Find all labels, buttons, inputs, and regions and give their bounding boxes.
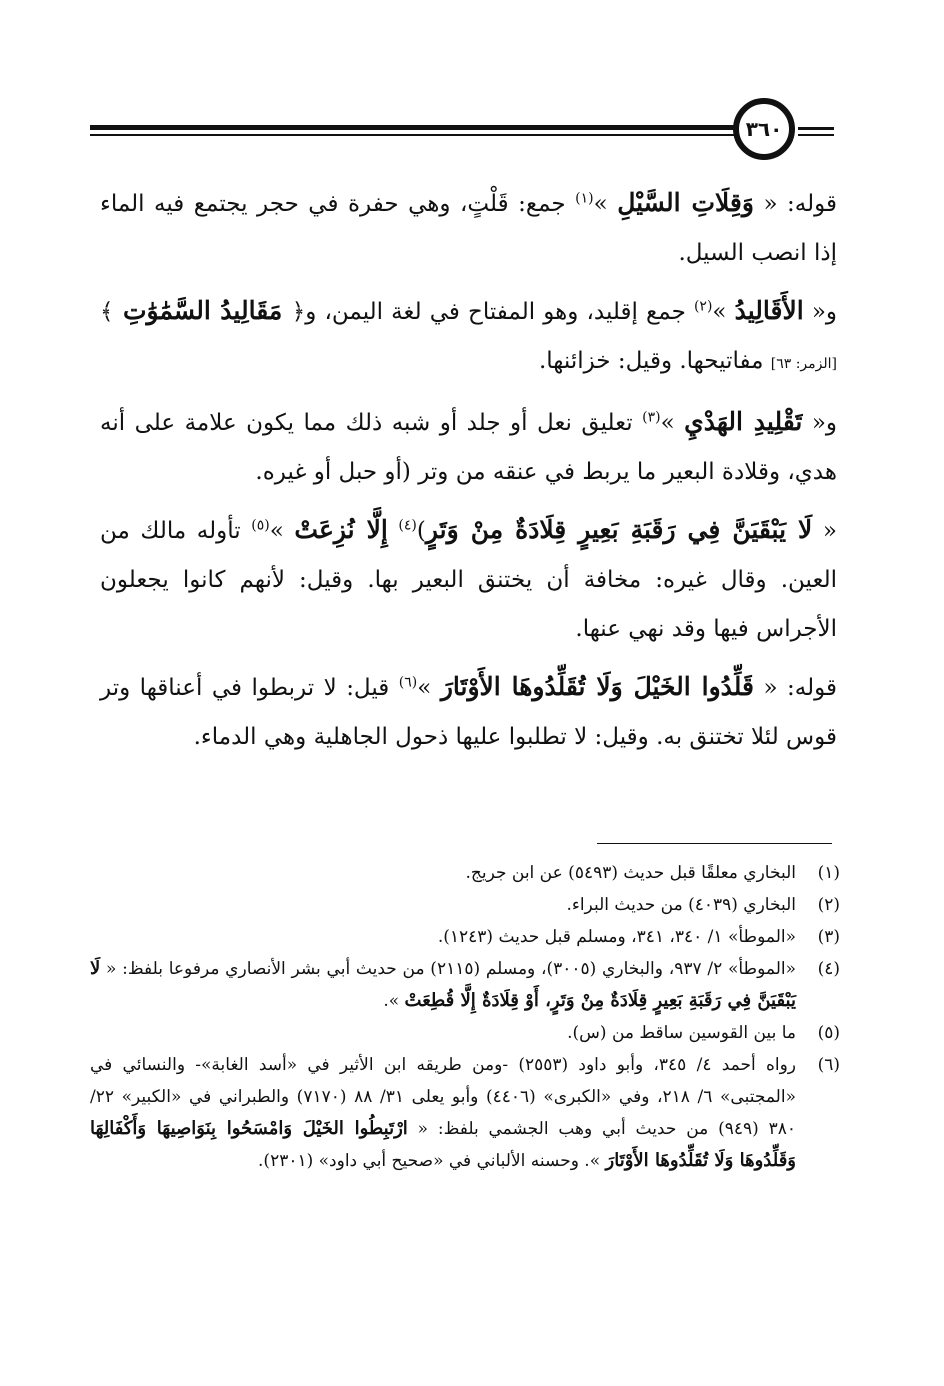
footnote-text [90, 1017, 796, 1049]
footnote-separator [597, 843, 832, 844]
paragraph [100, 286, 837, 389]
page-number: ٣٦٠ [745, 117, 783, 141]
text-run: ﴾ [100, 299, 114, 325]
verse-reference: [الزمر: ٦٣] [770, 356, 837, 372]
quoted-term: وَقِلَاتِ السَّيْلِ [617, 188, 754, 217]
text-run [388, 518, 399, 544]
footnotes [90, 857, 840, 1177]
text-run: و« [802, 410, 837, 436]
footnote-ref: (٤) [398, 517, 417, 534]
text-run: » [593, 191, 618, 217]
text-run: ». وحسنه الألباني في «صحيح أبي داود» (٢٣٠١). [258, 1151, 606, 1171]
text-run: قوله: « [753, 191, 837, 217]
footnote-number: (٤) [817, 959, 840, 979]
paragraph [100, 178, 837, 278]
text-run: ». [383, 991, 405, 1011]
footnote-number: (٣) [817, 927, 840, 947]
text-run: رواه أحمد ٤/ ٣٤٥، وأبو داود (٢٥٥٣) -ومن طريقه ابن الأثير في «أسد الغابة»- والنسائي في «المجتبى» ٦/ ٢١٨، وفي «الكبرى» (٤٤٠٦) وأبو يعلى ٣١/ ٨٨ (٧١٧٠) والطبراني في «الكبير» ٢٢/ ٣٨٠ (٩٤٩) من حديث أبي وهب الجشمي بلفظ: « [90, 1055, 796, 1139]
text-run: جمع: قَلْتٍ، وهي حفرة في حجر يجتمع فيه الماء إذا انصب السيل. [100, 191, 837, 266]
page-header [0, 96, 944, 176]
footnote-ref: (٣) [642, 409, 661, 426]
text-run: » [417, 675, 441, 701]
quoted-term: تَقْلِيدِ الهَدْيِ [684, 407, 803, 436]
text-run: البخاري معلقًا قبل حديث (٥٤٩٣) عن ابن جريج. [465, 863, 796, 883]
text-run: ما بين القوسين ساقط من (س). [567, 1023, 796, 1043]
quoted-term: إِلَّا نُزِعَتْ [294, 515, 388, 544]
text-run: » [712, 299, 735, 325]
paragraph [100, 505, 837, 654]
quoted-term: ارْتَبِطُوا الخَيْلَ وَامْسَحُوا بِنَوَاصِيهَا وَأَكْفَالِهَا وَقَلِّدُوهَا وَلَا تُقَلِّدُوهَا الأَوْتَارَ [90, 1118, 796, 1171]
quoted-term: لَا يَبْقَيَنَّ فِي رَقَبَةِ بَعِيرٍ قِلَادَةٌ مِنْ وَتَرٍ [425, 515, 813, 544]
footnote [90, 1017, 840, 1049]
footnote [90, 889, 840, 921]
text-run: البخاري (٤٠٣٩) من حديث البراء. [566, 895, 796, 915]
quoted-term: لَا يَبْقَيَنَّ فِي رَقَبَةِ بَعِيرٍ قِلَادَةٌ مِنْ وَتَرٍ، أَوْ قِلَادَةٌ إِلَّا قُطِعَتْ [90, 958, 796, 1011]
text-run: «الموطأ» ١/ ٣٤٠، ٣٤١، ومسلم قبل حديث (١٢٤٣). [437, 927, 796, 947]
footnote-ref: (١) [575, 190, 594, 207]
text-run: مفاتيحها. وقيل: خزائنها. [538, 348, 771, 374]
footnote-number: (٦) [817, 1055, 840, 1075]
quoted-term: الأَقَالِيدُ [734, 296, 804, 325]
paragraph [100, 397, 837, 497]
footnote [90, 921, 840, 953]
footnote-text [90, 857, 796, 889]
footnote-number: (٥) [817, 1023, 840, 1043]
text-run: قوله: « [754, 675, 837, 701]
footnote [90, 857, 840, 889]
footnote-text [90, 953, 796, 1017]
footnote-ref: (٥) [251, 517, 270, 534]
quoted-term: قَلِّدُوا الخَيْلَ وَلَا تُقَلِّدُوهَا الأَوْتَارَ [440, 672, 754, 701]
text-run: » [660, 410, 685, 436]
text-run: تأوله مالك من العين. وقال غيره: مخافة أن يختنق البعير بها. وقيل: لأنهم كانوا يجعلون الأجراس فيها وقد نهي عنها. [100, 518, 837, 642]
quoted-term: مَقَالِيدُ السَّمَٰوَٰتِ [113, 296, 292, 325]
text-run: » [269, 518, 295, 544]
footnote-ref: (٦) [398, 674, 418, 691]
text-run: تعليق نعل أو جلد أو شبه ذلك مما يكون علامة على أنه هدي، وقلادة البعير ما يربط في عنقه من وتر (أو حبل أو غيره. [100, 410, 837, 485]
text-run: جمع إقليد، وهو المفتاح في لغة اليمن، و﴿ [291, 299, 694, 325]
footnote-text [90, 889, 796, 921]
text-run: ) [416, 518, 426, 544]
header-rule-right [798, 127, 834, 130]
footnote-number: (٢) [817, 895, 840, 915]
text-run: قيل: لا تربطوا في أعناقها وتر قوس لئلا تختنق به. وقيل: لا تطلبوا عليها ذحول الجاهلية وهي الدماء. [100, 675, 837, 750]
text-run: « [812, 518, 837, 544]
header-rule-right-thin [798, 134, 834, 136]
footnote-number: (١) [817, 863, 840, 883]
footnote-text [90, 1049, 796, 1177]
header-rule-thin [90, 134, 735, 136]
footnote [90, 1049, 840, 1177]
footnote [90, 953, 840, 1017]
footnote-ref: (٢) [693, 298, 713, 315]
header-rule [90, 125, 735, 130]
main-text [100, 178, 837, 770]
footnote-text [90, 921, 796, 953]
text-run: و« [803, 299, 837, 325]
text-run: «الموطأ» ٢/ ٩٣٧، والبخاري (٣٠٠٥)، ومسلم (٢١١٥) من حديث أبي بشر الأنصاري مرفوعا بلفظ: « [100, 959, 797, 979]
paragraph [100, 662, 837, 762]
page-number-badge [733, 98, 795, 160]
